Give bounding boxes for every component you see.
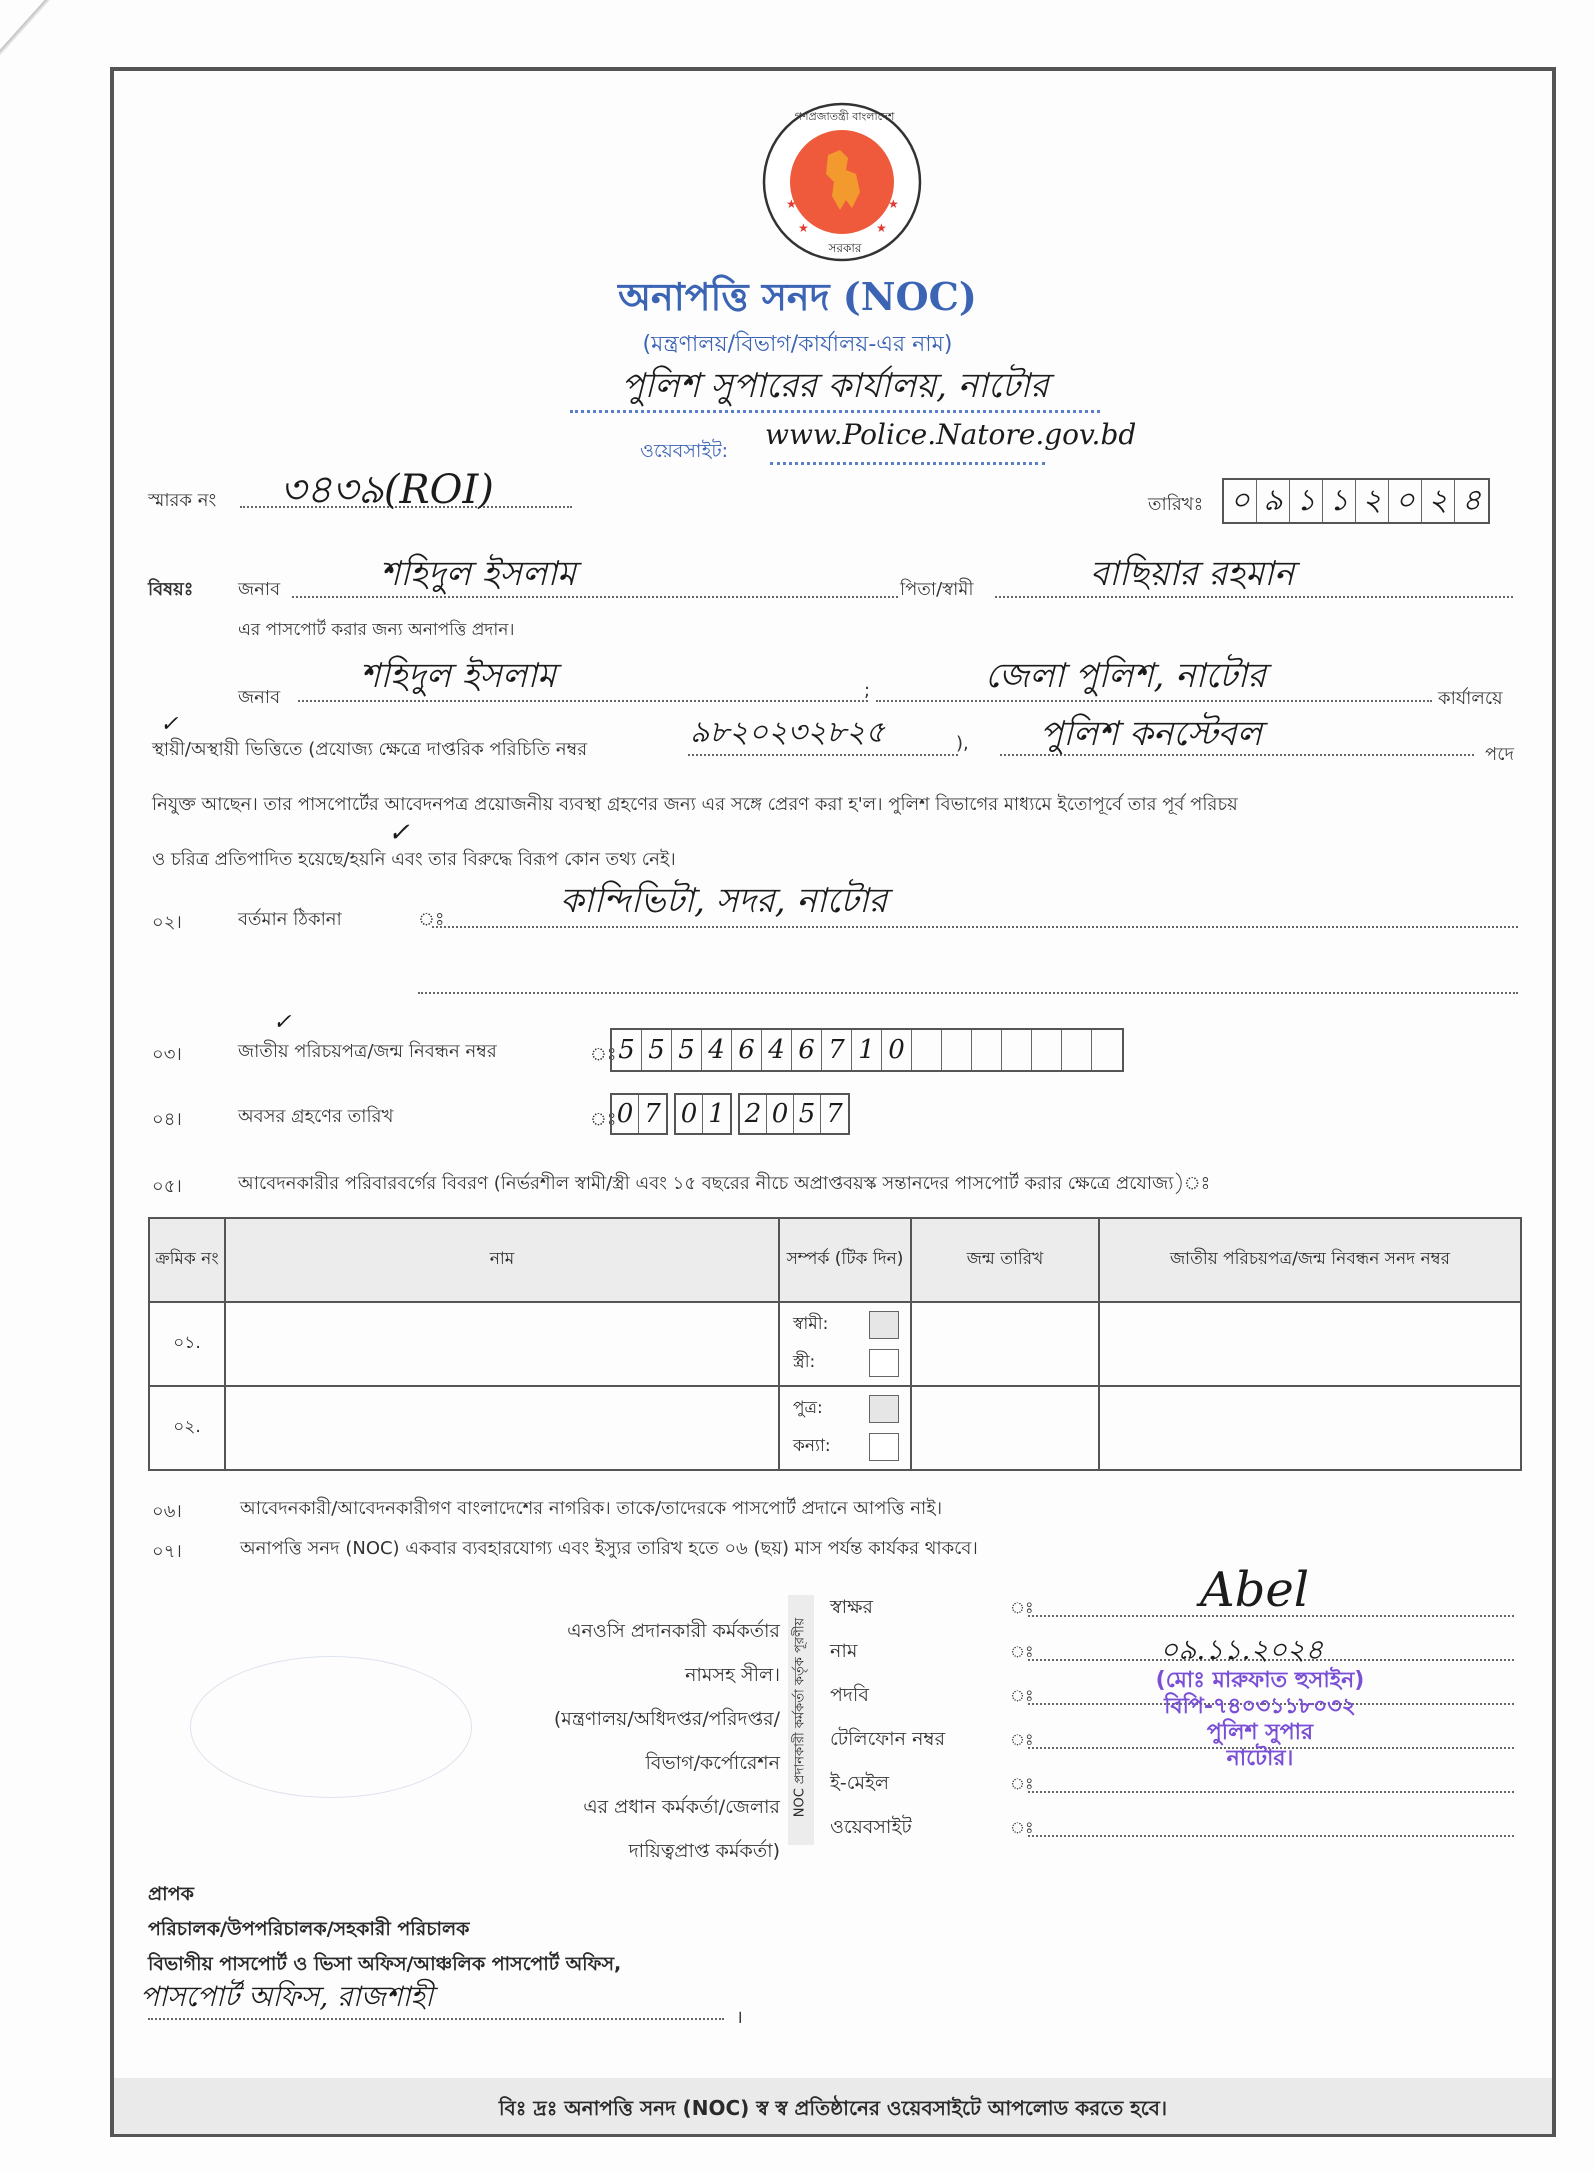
header-name: নাম (225, 1218, 779, 1302)
header-serial: ক্রমিক নং (149, 1218, 225, 1302)
citizenship-statement: আবেদনকারী/আবেদনকারীগণ বাংলাদেশের নাগরিক। তাকে/তাদেরকে পাসপোর্ট প্রদানে আপত্তি নাই। (240, 1498, 943, 1519)
nid-colon: ঃ (590, 1044, 617, 1065)
address-line-2 (418, 968, 1518, 994)
body-office: জেলা পুলিশ, নাটোর (985, 656, 1266, 696)
post-suffix: পদে (1485, 744, 1514, 765)
retirement-date-label: অবসর গ্রহণের তারিখ (238, 1106, 394, 1127)
item-04-number: ০৪। (152, 1109, 182, 1130)
relation-label: স্বামী: (793, 1314, 829, 1334)
date-digit: ২ (1356, 480, 1389, 522)
signature: Abel (1200, 1562, 1310, 1618)
retirement-digit: 0 (612, 1095, 639, 1133)
retirement-date-colon: ঃ (590, 1109, 617, 1130)
nid-digit-box (1002, 1030, 1032, 1070)
stamp-line: পুলিশ সুপার (1206, 1720, 1314, 1745)
address-colon: ঃ (418, 909, 445, 930)
memo-label: স্মারক নং (148, 490, 217, 511)
nid-digit-box: 1 (852, 1030, 882, 1070)
row-dob-cell[interactable] (911, 1302, 1099, 1386)
row-relation-cell (779, 1302, 911, 1386)
validity-statement: অনাপত্তি সনদ (NOC) একবার ব্যবহারযোগ্য এবং ইস্যুর তারিখ হতে ০৬ (ছয়) মাস পর্যন্ত কার্যকর থাকবে। (240, 1538, 978, 1559)
date-digit: ৪ (1461, 483, 1482, 518)
table-row (149, 1386, 1521, 1470)
table-row (149, 1302, 1521, 1386)
body-basis-text: স্থায়ী/অস্থায়ী ভিত্তিতে (প্রযোজ্য ক্ষেত্রে দাপ্তরিক পরিচিতি নম্বর (152, 739, 588, 760)
recipient-line-2: বিভাগীয় পাসপোর্ট ও ভিসা অফিস/আঞ্চলিক পাসপোর্ট অফিস, (148, 1953, 622, 1975)
nid-digit-box (972, 1030, 1002, 1070)
retirement-digit: 0 (767, 1095, 794, 1133)
officer-field-label: স্বাক্ষর (830, 1596, 873, 1618)
officer-seal-line: দায়িত্বপ্রাপ্ত কর্মকর্তা) (628, 1840, 780, 1862)
date-boxes (1222, 478, 1490, 524)
stamp-line: নাটোর। (1226, 1746, 1294, 1771)
government-emblem (760, 100, 925, 265)
header-nid: জাতীয় পরিচয়পত্র/জন্ম নিবন্ধন সনদ নম্বর (1099, 1218, 1521, 1302)
nid-digit-box (1092, 1030, 1122, 1070)
retirement-digit: 0 (676, 1095, 703, 1133)
recipient-bar: । (736, 2007, 743, 2028)
date-digit: ০ (1389, 480, 1422, 522)
retirement-digit: 5 (794, 1095, 821, 1133)
nid-digit-box: 0 (882, 1030, 912, 1070)
body-para-1: নিযুক্ত আছেন। তার পাসপোর্টের আবেদনপত্র প্রয়োজনীয় ব্যবস্থা গ্রহণের জন্য এর সঙ্গে প্রেরণ করা হ'ল। পুলিশ বিভাগের মাধ্যমে ইতোপূর্বে তার পূর্ব পরিচয় (152, 794, 1238, 815)
body-janab-label: জনাব (238, 687, 281, 708)
officer-seal-line: এনওসি প্রদানকারী কর্মকর্তার (567, 1620, 780, 1642)
row-name-cell[interactable] (225, 1386, 779, 1470)
relation-label: কন্যা: (793, 1436, 831, 1456)
vertical-noc-text: NOC প্রদানকারী কর্মকর্তা কর্তৃক পূরণীয় (792, 1617, 808, 1818)
retirement-digit: 1 (708, 1099, 725, 1129)
officer-seal-line: (মন্ত্রণালয়/অধিদপ্তর/পরিদপ্তর/ (553, 1708, 780, 1730)
relation-checkbox[interactable] (869, 1349, 899, 1377)
officer-field-label: ই-মেইল (830, 1772, 890, 1794)
tick-mark-icon: ✓ (388, 818, 410, 848)
officer-seal-line: এর প্রধান কর্মকর্তা/জেলার (583, 1796, 780, 1818)
stamp-line: (মোঃ মারুফাত হুসাইন) (1155, 1668, 1365, 1693)
nid-boxes (610, 1028, 1124, 1072)
item-06-number: ০৬। (152, 1501, 182, 1522)
family-table (148, 1217, 1522, 1471)
retirement-month-boxes (674, 1093, 732, 1135)
date-digit: ১ (1290, 480, 1323, 522)
row-name-cell[interactable] (225, 1302, 779, 1386)
row-relation-cell (779, 1386, 911, 1470)
svg-text:★: ★ (786, 197, 797, 211)
nid-digit-box: 5 (672, 1030, 702, 1070)
officer-stamp (1080, 1668, 1440, 1772)
signed-date: ০৯.১১.২০২৪ (1160, 1633, 1324, 1666)
body-semicolon: ; (864, 680, 871, 701)
official-id: ৯৮২০২৩২৮২৫ (690, 715, 885, 750)
office-name-value: পুলিশ সুপারের কার্যালয়, নাটোর (621, 366, 1049, 406)
nid-digit-box (912, 1030, 942, 1070)
recipient-office-value: পাসপোর্ট অফিস, রাজশাহী (140, 1980, 434, 2013)
nid-digit-box: 4 (702, 1030, 732, 1070)
date-digit: ৯ (1257, 480, 1290, 522)
officer-field-line[interactable] (1028, 1771, 1514, 1793)
officer-seal-line: বিভাগ/কর্পোরেশন (645, 1752, 780, 1774)
nid-digit-box (1032, 1030, 1062, 1070)
date-digit: ১ (1323, 480, 1356, 522)
relation-checkbox[interactable] (869, 1433, 899, 1461)
relation-checkbox[interactable] (869, 1395, 899, 1423)
subject-label: বিষয়ঃ (148, 579, 194, 600)
tick-mark-icon: ✓ (273, 1010, 292, 1035)
item-02-number: ০২। (152, 912, 182, 933)
stamp-line: বিপি-৭৪০৩১১৮০৩২ (1164, 1694, 1356, 1719)
nid-digit-box (942, 1030, 972, 1070)
tick-mark-icon: ✓ (160, 712, 179, 737)
body-paren-close: ), (956, 733, 969, 754)
nid-digit-box (1062, 1030, 1092, 1070)
table-header-row (149, 1218, 1521, 1302)
officer-field-label: পদবি (830, 1684, 869, 1706)
nid-digit-box: 5 (612, 1030, 642, 1070)
nid-digit-box: 4 (762, 1030, 792, 1070)
retirement-year-boxes (738, 1093, 850, 1135)
applicant-name: শহিদুল ইসলাম (380, 554, 576, 594)
retirement-digit: 7 (644, 1099, 661, 1129)
nid-digit-box: 6 (792, 1030, 822, 1070)
emblem-ring-text-bottom: সরকার (828, 241, 862, 255)
officer-field-colon: ঃ (1010, 1774, 1034, 1793)
date-label: তারিখঃ (1148, 494, 1204, 515)
row-serial: ০১. (149, 1302, 225, 1386)
officer-field-colon: ঃ (1010, 1642, 1034, 1661)
officer-field-colon: ঃ (1010, 1686, 1034, 1705)
relation-label: স্ত্রী: (793, 1352, 816, 1372)
document-title: অনাপত্তি সনদ (NOC) (618, 274, 977, 319)
nid-digit-box: 7 (822, 1030, 852, 1070)
officer-field-colon: ঃ (1010, 1730, 1034, 1749)
officer-field-line[interactable] (1028, 1815, 1514, 1837)
website-label: ওয়েবসাইট: (640, 440, 729, 462)
relation-checkbox[interactable] (869, 1311, 899, 1339)
officer-field-label: টেলিফোন নম্বর (830, 1728, 946, 1750)
address-value: কান্দিভিটা, সদর, নাটোর (560, 881, 888, 921)
website-value: www.Police.Natore.gov.bd (765, 418, 1137, 451)
row-nid-cell[interactable] (1099, 1386, 1521, 1470)
row-nid-cell[interactable] (1099, 1302, 1521, 1386)
document-subtitle: (মন্ত্রণালয়/বিভাগ/কার্যালয়-এর নাম) (642, 332, 953, 357)
item-05-number: ০৫। (152, 1176, 182, 1197)
officer-seal-line: নামসহ সীল। (685, 1664, 780, 1686)
subject-janab-label: জনাব (238, 579, 281, 600)
subject-line-2: এর পাসপোর্ট করার জন্য অনাপত্তি প্রদান। (238, 620, 515, 640)
father-label: পিতা/স্বামী (900, 579, 974, 600)
header-relation: সম্পর্ক (টিক দিন) (779, 1218, 911, 1302)
row-dob-cell[interactable] (911, 1386, 1099, 1470)
date-digit: ০ (1224, 480, 1257, 522)
nid-digit-box: 5 (642, 1030, 672, 1070)
body-para-2: ও চরিত্র প্রতিপাদিত হয়েছে/হয়নি এবং তার বিরুদ্ধে বিরূপ কোন তথ্য নেই। (152, 849, 676, 870)
nid-digit-box: 6 (732, 1030, 762, 1070)
footer-note: বিঃ দ্রঃ অনাপত্তি সনদ (NOC) স্ব স্ব প্রতিষ্ঠানের ওয়েবসাইটে আপলোড করতে হবে। (498, 2096, 1168, 2120)
retirement-digit: 2 (740, 1095, 767, 1133)
father-name: বাছিয়ার রহমান (1090, 554, 1295, 594)
memo-value: ৩৪৩৯(ROI) (280, 467, 494, 513)
item-03-number: ০৩। (152, 1044, 182, 1065)
row-serial: ০২. (149, 1386, 225, 1470)
svg-text:★: ★ (876, 221, 887, 235)
officer-field-label: নাম (830, 1640, 858, 1662)
officer-field-colon: ঃ (1010, 1598, 1034, 1617)
relation-label: পুত্র: (793, 1398, 823, 1418)
nid-label: জাতীয় পরিচয়পত্র/জন্ম নিবন্ধন নম্বর (238, 1041, 497, 1062)
family-details-label: আবেদনকারীর পরিবারবর্গের বিবরণ (নির্ভরশীল স্বামী/স্ত্রী এবং ১৫ বছরের নীচে অপ্রাপ্তবয়স্ক সন্তানদের পাসপোর্ট করার ক্ষেত্রে প্রযোজ্য)ঃ (238, 1173, 1211, 1194)
vertical-noc-label (788, 1595, 814, 1845)
body-office-suffix: কার্যালয়ে (1438, 688, 1503, 709)
recipient-label: প্রাপক (148, 1883, 194, 1905)
item-07-number: ০৭। (152, 1541, 182, 1562)
retirement-day-boxes (610, 1093, 668, 1135)
faded-seal-watermark (190, 1656, 472, 1798)
date-digit: ২ (1422, 480, 1455, 522)
header-dob: জন্ম তারিখ (911, 1218, 1099, 1302)
recipient-line-1: পরিচালক/উপপরিচালক/সহকারী পরিচালক (148, 1918, 470, 1940)
retirement-digit: 7 (826, 1099, 843, 1129)
body-name: শহিদুল ইসলাম (360, 656, 556, 696)
svg-text:★: ★ (888, 197, 899, 211)
address-label: বর্তমান ঠিকানা (238, 909, 342, 930)
officer-field-label: ওয়েবসাইট (830, 1816, 912, 1838)
officer-field-colon: ঃ (1010, 1818, 1034, 1837)
post-value: পুলিশ কনস্টেবল (1040, 714, 1262, 754)
svg-text:★: ★ (798, 221, 809, 235)
emblem-ring-text-top: গণপ্রজাতন্ত্রী বাংলাদেশ (794, 110, 895, 123)
